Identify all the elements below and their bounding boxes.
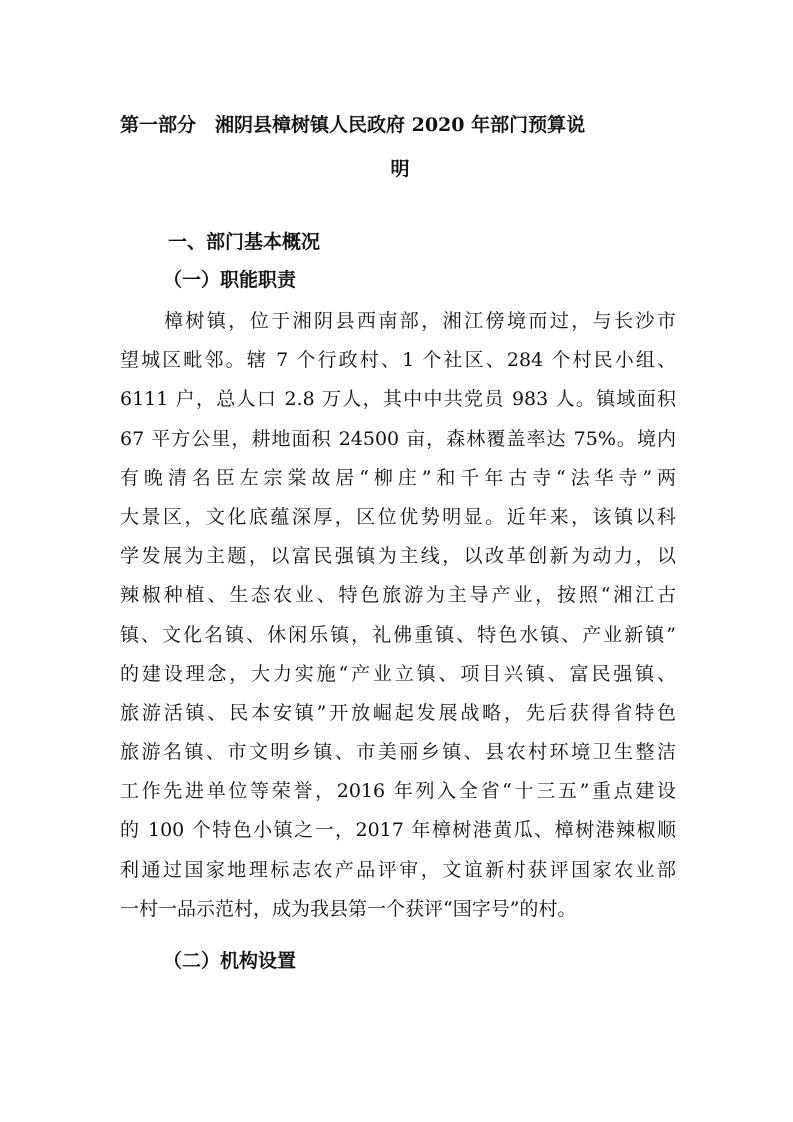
paragraph-line: 望城区毗邻。辖 7 个行政村、1 个社区、284 个村民小组、 (120, 349, 676, 372)
paragraph-line: 辣椒种植、生态农业、特色旅游为主导产业，按照“湘江古 (120, 584, 676, 607)
paragraph-line: 大景区，文化底蕴深厚，区位优势明显。近年来，该镇以科 (120, 505, 676, 528)
subsection-heading-functions: （一）职能职责 (163, 269, 297, 291)
paragraph-line: 6111 户，总人口 2.8 万人，其中中共党员 983 人。镇域面积 (120, 388, 676, 411)
paragraph-line: 镇、文化名镇、休闲乐镇，礼佛重镇、特色水镇、产业新镇” (120, 623, 676, 646)
paragraph-line: 旅游名镇、市文明乡镇、市美丽乡镇、县农村环境卫生整洁 (120, 741, 676, 764)
paragraph-line: 一村一品示范村，成为我县第一个获评“国字号”的村。 (120, 897, 577, 920)
subsection-heading-organization: （二）机构设置 (163, 950, 297, 972)
document-title-line-1: 第一部分 湘阴县樟树镇人民政府 2020 年部门预算说 (120, 114, 586, 136)
document-title-line-2: 明 (390, 158, 410, 180)
paragraph-line: 67 平方公里，耕地面积 24500 亩，森林覆盖率达 75%。境内 (120, 427, 676, 450)
section-heading: 一、部门基本概况 (168, 231, 321, 253)
paragraph-line: 有晚清名臣左宗棠故居“柳庄”和千年古寺“法华寺”两 (120, 466, 676, 489)
paragraph-line: 利通过国家地理标志农产品评审，文谊新村获评国家农业部 (120, 858, 676, 881)
paragraph-line: 樟树镇，位于湘阴县西南部，湘江傍境而过，与长沙市 (164, 310, 676, 332)
document-title (120, 103, 680, 191)
body-paragraph (120, 302, 676, 929)
paragraph-line: 的建设理念，大力实施“产业立镇、项目兴镇、富民强镇、 (120, 662, 676, 685)
paragraph-line: 学发展为主题，以富民强镇为主线，以改革创新为动力，以 (120, 545, 676, 568)
paragraph-line: 工作先进单位等荣誉，2016 年列入全省“十三五”重点建设 (120, 780, 676, 803)
paragraph-line: 旅游活镇、民本安镇”开放崛起发展战略，先后获得省特色 (120, 701, 676, 724)
paragraph-line: 的 100 个特色小镇之一，2017 年樟树港黄瓜、樟树港辣椒顺 (120, 819, 676, 842)
